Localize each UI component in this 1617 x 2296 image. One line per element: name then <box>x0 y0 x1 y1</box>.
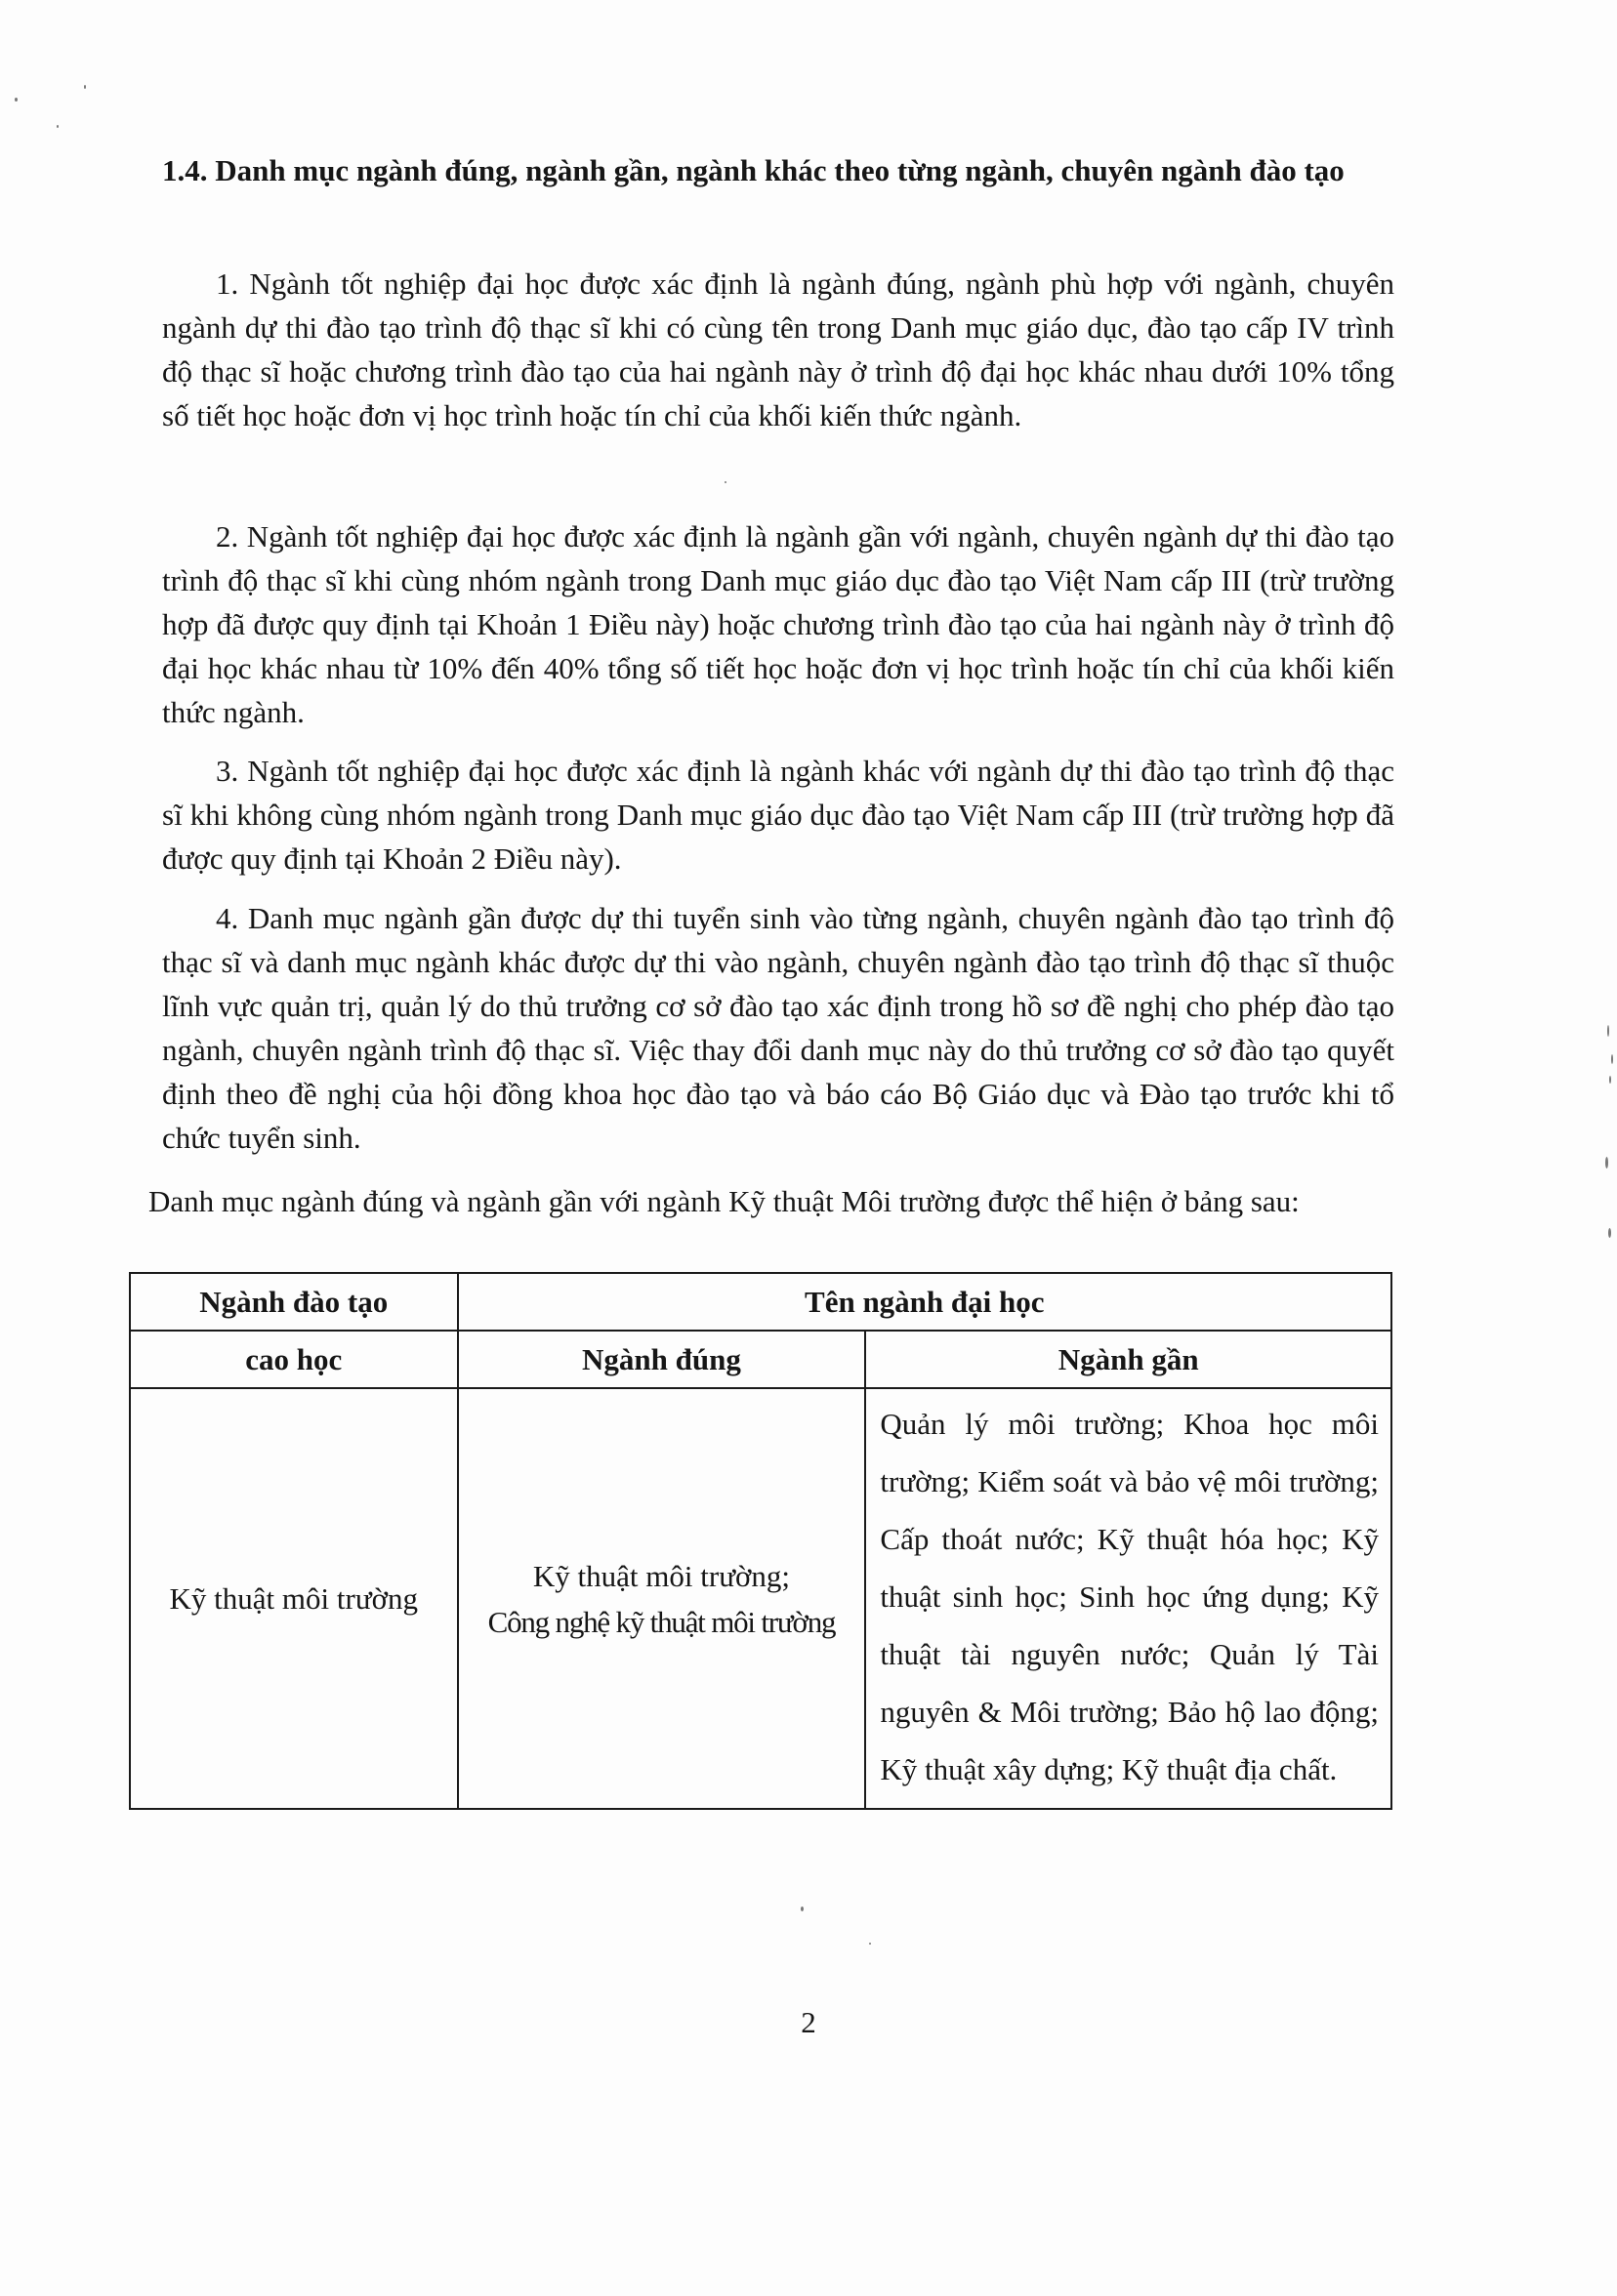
cell-near-major: Quản lý môi trường; Khoa học môi trường; Kiểm soát và bảo vệ môi trường; Cấp thoát nước; Kỹ thuật hóa học; Kỹ thuật sinh học; Sinh học ứng dụng; Kỹ thuật tài nguyên nước; Quản lý Tài nguyên & Môi trường; Bảo hộ lao động; Kỹ thuật xây dựng; Kỹ thuật địa chất. <box>865 1388 1391 1809</box>
scan-speck <box>1608 1228 1611 1238</box>
scan-speck <box>1607 1025 1609 1037</box>
program-name: Kỹ thuật môi trường <box>169 1581 419 1616</box>
cell-program <box>130 1388 458 1809</box>
page-number: 2 <box>801 2005 816 2039</box>
scan-speck <box>1609 1076 1611 1084</box>
paragraph-4: 4. Danh mục ngành gần được dự thi tuyển sinh vào từng ngành, chuyên ngành đào tạo trình độ thạc sĩ và danh mục ngành khác được dự thi vào ngành, chuyên ngành đào tạo trình độ thạc sĩ thuộc lĩnh vực quản trị, quản lý do thủ trưởng cơ sở đào tạo xác định trong hồ sơ đề nghị cho phép đào tạo ngành, chuyên ngành trình độ thạc sĩ. Việc thay đổi danh mục này do thủ trưởng cơ sở đào tạo quyết định theo đề nghị của hội đồng khoa học đào tạo và báo cáo Bộ Giáo dục và Đào tạo trước khi tổ chức tuyển sinh. <box>162 901 1394 1155</box>
scan-speck <box>869 1943 871 1945</box>
cell-correct-major <box>458 1388 866 1809</box>
header-program-line1: Ngành đào tạo <box>130 1273 458 1331</box>
section-heading: 1.4. Danh mục ngành đúng, ngành gần, ngành khác theo từng ngành, chuyên ngành đào tạo <box>162 153 1345 187</box>
table-subheader-row <box>130 1331 1391 1388</box>
header-near-major: Ngành gần <box>865 1331 1391 1388</box>
correct-major-1: Kỹ thuật môi trường; <box>532 1558 791 1593</box>
paragraph-1: 1. Ngành tốt nghiệp đại học được xác định là ngành đúng, ngành phù hợp với ngành, chuyên ngành dự thi đào tạo trình độ thạc sĩ khi có cùng tên trong Danh mục giáo dục, đào tạo cấp IV trình độ thạc sĩ hoặc chương trình đào tạo của hai ngành này ở trình độ đại học khác nhau dưới 10% tổng số tiết học hoặc đơn vị học trình hoặc tín chỉ của khối kiến thức ngành. <box>162 266 1394 432</box>
scan-speck <box>1611 1054 1613 1064</box>
table-row <box>130 1388 1391 1809</box>
scan-speck <box>15 98 18 102</box>
scan-speck <box>725 481 726 483</box>
table-intro: Danh mục ngành đúng và ngành gần với ngành Kỹ thuật Môi trường được thể hiện ở bảng sau: <box>148 1184 1300 1218</box>
scan-speck <box>57 125 59 128</box>
table-header-row <box>130 1273 1391 1331</box>
paragraph-2: 2. Ngành tốt nghiệp đại học được xác định là ngành gần với ngành, chuyên ngành dự thi đào tạo trình độ thạc sĩ khi cùng nhóm ngành trong Danh mục giáo dục đào tạo Việt Nam cấp III (trừ trường hợp đã được quy định tại Khoản 1 Điều này) hoặc chương trình đào tạo của hai ngành này ở trình độ đại học khác nhau từ 10% đến 40% tổng số tiết học hoặc đơn vị học trình hoặc tín chỉ của khối kiến thức ngành. <box>162 519 1394 729</box>
correct-major-2: Công nghệ kỹ thuật môi trường <box>487 1604 836 1639</box>
header-program-line2: cao học <box>130 1331 458 1388</box>
paragraph-3: 3. Ngành tốt nghiệp đại học được xác định là ngành khác với ngành dự thi đào tạo trình độ thạc sĩ khi không cùng nhóm ngành trong Danh mục giáo dục đào tạo Việt Nam cấp III (trừ trường hợp đã được quy định tại Khoản 2 Điều này). <box>162 754 1394 876</box>
majors-table <box>129 1272 1392 1810</box>
header-correct-major: Ngành đúng <box>458 1331 866 1388</box>
scan-speck <box>801 1906 804 1911</box>
scan-speck <box>84 85 86 89</box>
scan-speck <box>1605 1157 1608 1168</box>
header-group: Tên ngành đại học <box>458 1273 1391 1331</box>
